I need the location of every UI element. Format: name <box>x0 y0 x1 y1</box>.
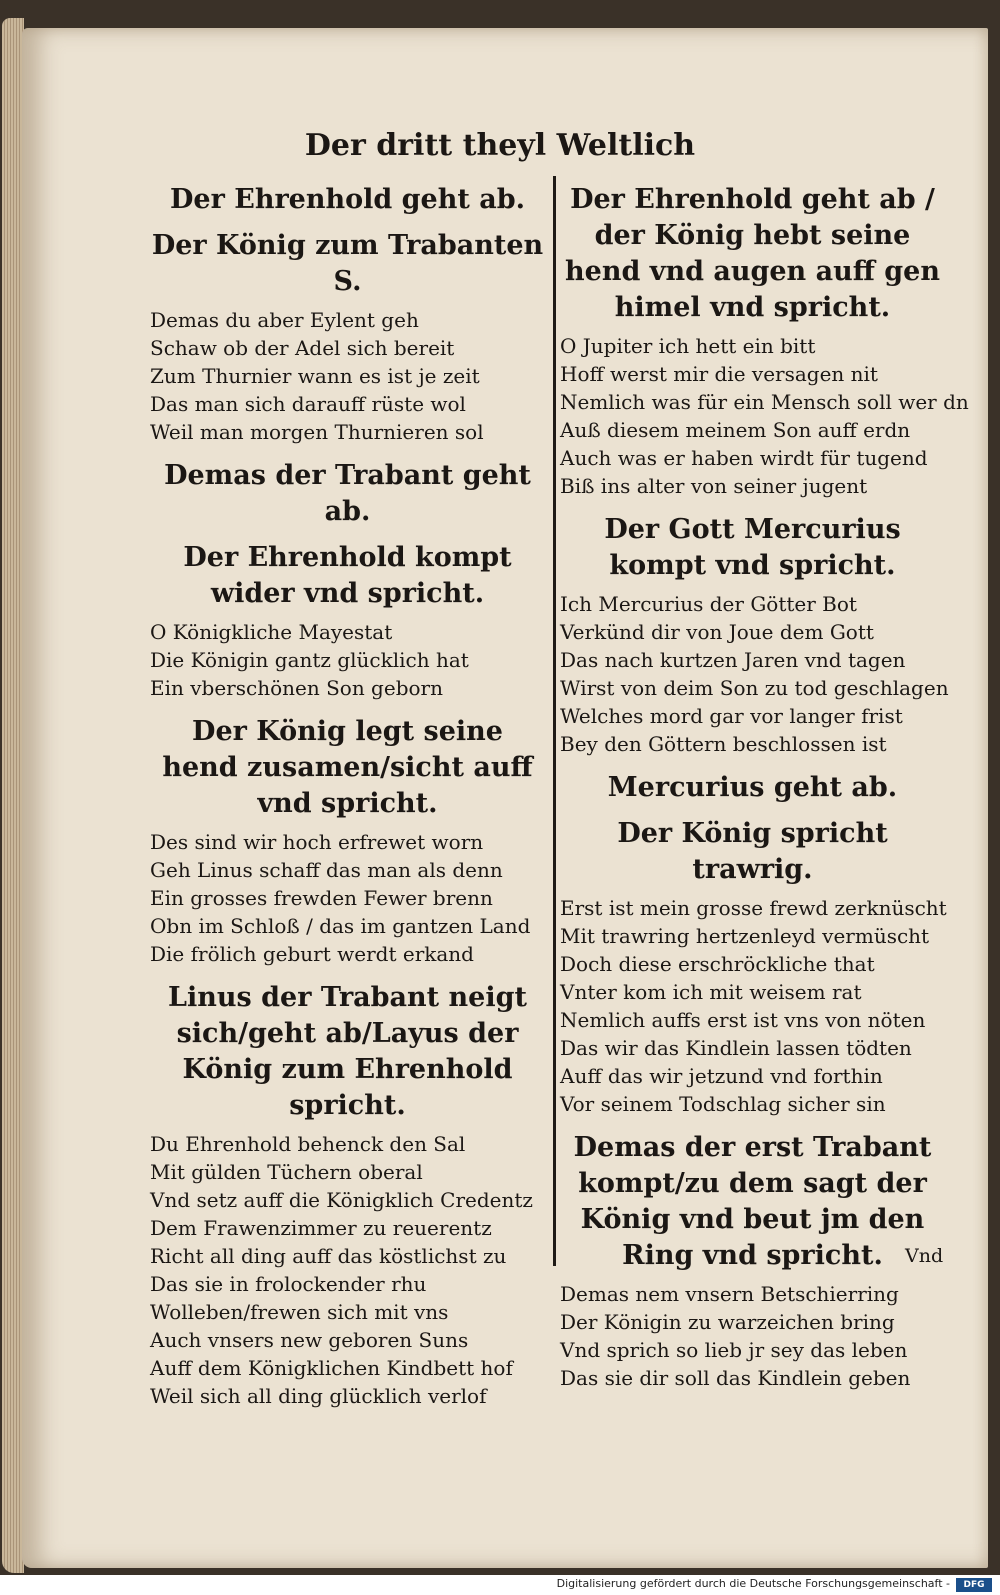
verse-line: Verkünd dir von Joue dem Gott <box>560 620 874 644</box>
verse-line: Erst ist mein grosse frewd zerknüscht <box>560 896 947 920</box>
verse-line: Du Ehrenhold behenck den Sal <box>150 1132 466 1156</box>
verse-line: Geh Linus schaff das man als denn <box>150 858 503 882</box>
verse-line: Dem Frawenzimmer zu reuerentz <box>150 1216 492 1240</box>
verse-line: Auff das wir jetzund vnd forthin <box>560 1064 883 1088</box>
footer-credit: Digitalisierung gefördert durch die Deutsche Forschungsgemeinschaft - <box>556 1577 950 1590</box>
verse-line: Nemlich was für ein Mensch soll wer dn <box>560 390 969 414</box>
stage-direction: Demas der Trabant geht ab. <box>164 460 531 527</box>
stage-direction: Der König legt seine hend zusamen/sicht auff vnd spricht. <box>162 716 533 819</box>
right-column <box>560 172 969 1404</box>
running-header: Der dritt theyl Weltlich <box>304 128 696 163</box>
verse-line: Schaw ob der Adel sich bereit <box>150 336 455 360</box>
verse-line: Wolleben/frewen sich mit vns <box>150 1300 449 1324</box>
verse-line: Mit trawring hertzenleyd vermüscht <box>560 924 930 948</box>
stage-direction: Der König spricht trawrig. <box>617 818 888 885</box>
verse-block <box>560 332 969 500</box>
stage-direction: Demas der erst Trabant kompt/zu dem sagt der König vnd beut jm den Ring vnd spricht. <box>573 1132 932 1271</box>
stage-direction: Der Ehrenhold kompt wider vnd spricht. <box>183 542 512 609</box>
verse-line: Das wir das Kindlein lassen tödten <box>560 1036 912 1060</box>
verse-line: Obn im Schloß / das im gantzen Land <box>150 914 531 938</box>
verse-block <box>150 618 545 702</box>
verse-line: Weil man morgen Thurnieren sol <box>150 420 484 444</box>
verse-line: Demas du aber Eylent geh <box>150 308 419 332</box>
verse-line: O Königkliche Mayestat <box>150 620 393 644</box>
stage-direction: Der Ehrenhold geht ab. <box>170 184 525 215</box>
stage-direction: Der König zum Trabanten S. <box>151 230 544 297</box>
verse-line: Richt all ding auff das köstlichst zu <box>150 1244 507 1268</box>
verse-block <box>560 590 949 758</box>
verse-block <box>150 1130 545 1410</box>
book-fore-edge <box>2 18 24 1573</box>
verse-line: Vor seinem Todschlag sicher sin <box>560 1092 886 1116</box>
stage-direction: Der Ehrenhold geht ab / der König hebt seine hend vnd augen auff gen himel vnd spricht. <box>565 184 940 323</box>
verse-line: Mit gülden Tüchern oberal <box>150 1160 423 1184</box>
verse-line: Die Königin gantz glücklich hat <box>150 648 469 672</box>
verse-line: Hoff werst mir die versagen nit <box>560 362 878 386</box>
verse-line: Bey den Göttern beschlossen ist <box>560 732 887 756</box>
verse-line: Welches mord gar vor langer frist <box>560 704 903 728</box>
verse-line: Das man sich darauff rüste wol <box>150 392 466 416</box>
catchword: Vnd <box>905 1245 944 1267</box>
verse-line: Das nach kurtzen Jaren vnd tagen <box>560 648 906 672</box>
verse-line: Auß diesem meinem Son auff erdn <box>560 418 911 442</box>
verse-line: Doch diese erschröckliche that <box>560 952 875 976</box>
verse-line: Wirst von deim Son zu tod geschlagen <box>560 676 949 700</box>
verse-block <box>560 894 945 1118</box>
verse-block <box>150 306 545 446</box>
verse-line: Auff dem Königklichen Kindbett hof <box>150 1356 513 1380</box>
verse-line: Das sie in frolockender rhu <box>150 1272 427 1296</box>
stage-direction: Linus der Trabant neigt sich/geht ab/Layus der König zum Ehrenhold spricht. <box>168 982 527 1121</box>
stage-direction: Der Gott Mercurius kompt vnd spricht. <box>604 514 901 581</box>
verse-line: Auch was er haben wirdt für tugend <box>560 446 928 470</box>
verse-line: Vnter kom ich mit weisem rat <box>560 980 862 1004</box>
verse-line: Die frölich geburt werdt erkand <box>150 942 474 966</box>
verse-line: Demas nem vnsern Betschierring <box>560 1282 899 1306</box>
verse-line: Das sie dir soll das Kindlein geben <box>560 1366 911 1390</box>
verse-line: Ein grosses frewden Fewer brenn <box>150 886 493 910</box>
stage-direction: Mercurius geht ab. <box>607 772 898 803</box>
verse-line: Vnd setz auff die Königklich Credentz <box>150 1188 533 1212</box>
verse-line: Auch vnsers new geboren Suns <box>150 1328 469 1352</box>
verse-line: Ein vberschönen Son geborn <box>150 676 443 700</box>
verse-line: Biß ins alter von seiner jugent <box>560 474 868 498</box>
column-divider <box>553 176 556 1266</box>
verse-line: Nemlich auffs erst ist vns von nöten <box>560 1008 926 1032</box>
verse-line: Zum Thurnier wann es ist je zeit <box>150 364 480 388</box>
dfg-logo: DFG <box>956 1578 992 1592</box>
verse-line: Der Königin zu warzeichen bring <box>560 1310 895 1334</box>
verse-line: Weil sich all ding glücklich verlof <box>150 1384 487 1408</box>
left-column <box>150 172 545 1422</box>
footer-bar <box>0 1575 1000 1595</box>
verse-line: Vnd sprich so lieb jr sey das leben <box>560 1338 908 1362</box>
verse-block <box>560 1280 945 1392</box>
verse-line: Des sind wir hoch erfrewet worn <box>150 830 484 854</box>
verse-block <box>150 828 545 968</box>
verse-line: O Jupiter ich hett ein bitt <box>560 334 816 358</box>
verse-line: Ich Mercurius der Götter Bot <box>560 592 857 616</box>
